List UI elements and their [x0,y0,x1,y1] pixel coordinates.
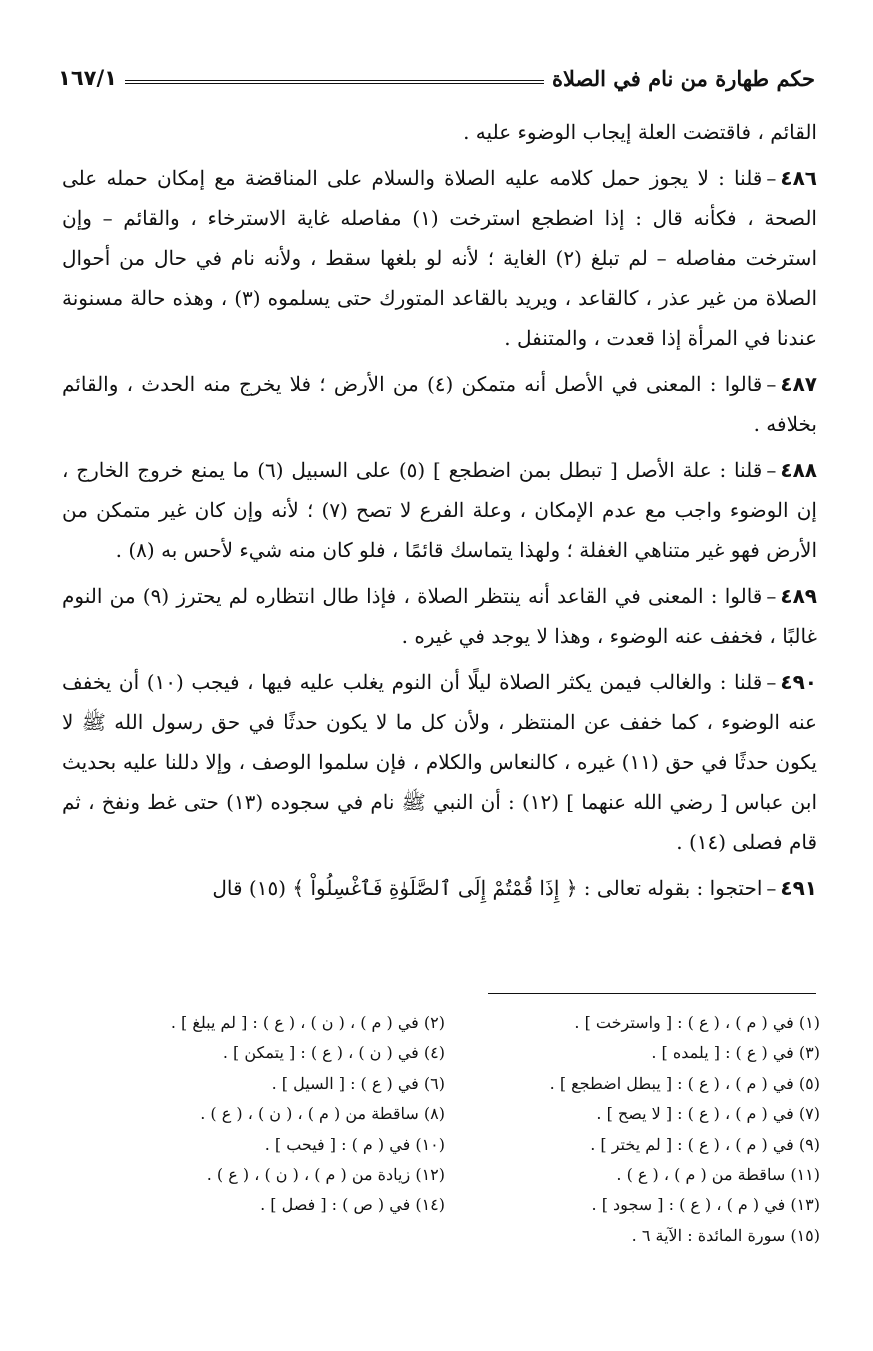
paragraph-number: ٤٨٨ [780,458,817,482]
footnote: (١١) ساقطة من ( م ) ، ( ع ) . [616,1164,820,1184]
footnote: (٨) ساقطة من ( م ) ، ( ن ) ، ( ع ) . [200,1104,445,1124]
paragraph-text: احتجوا : بقوله تعالى : ﴿ إِذَا قُمْتُمْ إِلَى ٱلصَّلَوٰةِ فَٱغْسِلُواْ ﴾ (١٥) قال [212,876,763,900]
footnote: (٣) في ( ع ) : [ يلمده ] . [651,1043,820,1063]
footnote: (١٠) في ( م ) : [ فيحب ] . [264,1134,445,1154]
paragraph-491 [62,868,817,908]
paragraph-number: ٤٨٦ [780,166,817,190]
paragraph-489 [62,576,817,656]
paragraph-486 [62,158,817,358]
footnote: (٢) في ( م ) ، ( ن ) ، ( ع ) : [ لم يبلغ ] . [170,1013,445,1032]
paragraph-487 [62,364,817,444]
paragraph-number: ٤٨٧ [780,372,817,396]
footnote: (١٢) زيادة من ( م ) ، ( ن ) ، ( ع ) . [206,1164,445,1184]
footnote-row [70,1190,820,1220]
paragraph-text: قالوا : المعنى في الأصل أنه متمكن (٤) من الأرض ؛ فلا يخرج منه الحدث ، والقائم بخلافه . [62,372,817,436]
footnotes [70,1008,820,1251]
footnote: (٤) في ( ن ) ، ( ع ) : [ يتمكن ] . [222,1043,445,1063]
paragraph-text: قلنا : والغالب فيمن يكثر الصلاة ليلًا أن النوم يغلب عليه فيها ، فيجب (١٠) أن يخفف عنه الوضوء ، كما خفف عن المنتظر ، ولأن كل ما لا يكون حدثًا في حق رسول الله ﷺ لا يكون حدثًا في حق (١١) غيره ، كالنعاس والكلام ، فإن سلموا الوصف ، وإلا دللنا عليه بحديث ابن عباس [ رضي الله عنهما ] (١٢) : أن النبي ﷺ نام في سجوده (١٣) حتى غط ونفخ ، ثم قام فصلى (١٤) . [62,670,817,854]
running-title: حكم طهارة من نام في الصلاة [551,65,815,91]
footnote-row [70,1038,820,1068]
dash-separator: – [766,458,777,482]
dash-separator: – [766,372,777,396]
paragraph-488 [62,450,817,570]
footnote-row [70,1160,820,1190]
page-number: ١٦٧/١ [58,66,117,90]
dash-separator: – [766,166,777,190]
footnote-row [70,1099,820,1129]
footnote: (٩) في ( م ) ، ( ع ) : [ لم يختر ] . [590,1134,820,1154]
paragraph-text: قلنا : علة الأصل [ تبطل بمن اضطجع ] (٥) على السبيل (٦) ما يمنع خروج الخارج ، إن الوضوء واجب مع عدم الإمكان ، وعلة الفرع لا تصح (٧) ؛ لأنه وإن كان غير متمكن من الأرض فهو غير متناهي الغفلة ؛ ولهذا يتماسك قائمًا ، فلو كان منه شيء لأحس به (٨) . [62,458,817,562]
footnote-separator [488,993,816,994]
paragraph-text: القائم ، فاقتضت العلة إيجاب الوضوء عليه . [463,120,817,144]
paragraph-number: ٤٨٩ [780,584,817,608]
footnote: (١٤) في ( ص ) : [ فصل ] . [260,1195,445,1215]
footnote: (١) في ( م ) ، ( ع ) : [ واسترخت ] . [574,1013,820,1032]
footnote-row [70,1008,820,1038]
body-text [62,112,817,914]
footnote [70,1221,445,1251]
paragraph-number: ٤٩٠ [780,670,817,694]
paragraph-490 [62,662,817,862]
footnote: (١٣) في ( م ) ، ( ع ) : [ سجود ] . [591,1195,820,1215]
dash-separator: – [766,876,777,900]
dash-separator: – [766,670,777,694]
dash-separator: – [766,584,777,608]
footnote: (٥) في ( م ) ، ( ع ) : [ يبطل اضطجع ] . [549,1073,820,1093]
footnote: (٧) في ( م ) ، ( ع ) : [ لا يصح ] . [596,1104,820,1124]
page-header [58,58,815,98]
paragraph-0 [62,112,817,152]
footnote-row [70,1069,820,1099]
paragraph-text: قلنا : لا يجوز حمل كلامه عليه الصلاة والسلام على المناقضة مع إمكان حمله على الصحة ، فكأنه قال : إذا اضطجع استرخت (١) مفاصله غاية الاسترخاء ، والقائم – وإن استرخت مفاصله – لم تبلغ (٢) الغاية ؛ لأنه لو بلغها سقط ، ولأنه نام في حال من أحوال الصلاة من غير عذر ، كالقاعد ، ويريد بالقاعد المتورك حتى يسلموه (٣) ، وهذه حالة مسنونة عندنا في المرأة إذا قعدت ، والمتنفل . [62,166,818,350]
footnote-row [70,1130,820,1160]
footnote-row [70,1221,820,1251]
paragraph-number: ٤٩١ [780,876,817,900]
paragraph-text: قالوا : المعنى في القاعد أنه ينتظر الصلاة ، فإذا طال انتظاره لم يحترز (٩) من النوم غالبًا ، فخفف عنه الوضوء ، وهذا لا يوجد في غيره . [62,584,817,648]
header-rule [125,80,544,84]
footnote: (٦) في ( ع ) : [ السيل ] . [271,1073,445,1093]
footnote: (١٥) سورة المائدة : الآية ٦ . [631,1225,820,1245]
